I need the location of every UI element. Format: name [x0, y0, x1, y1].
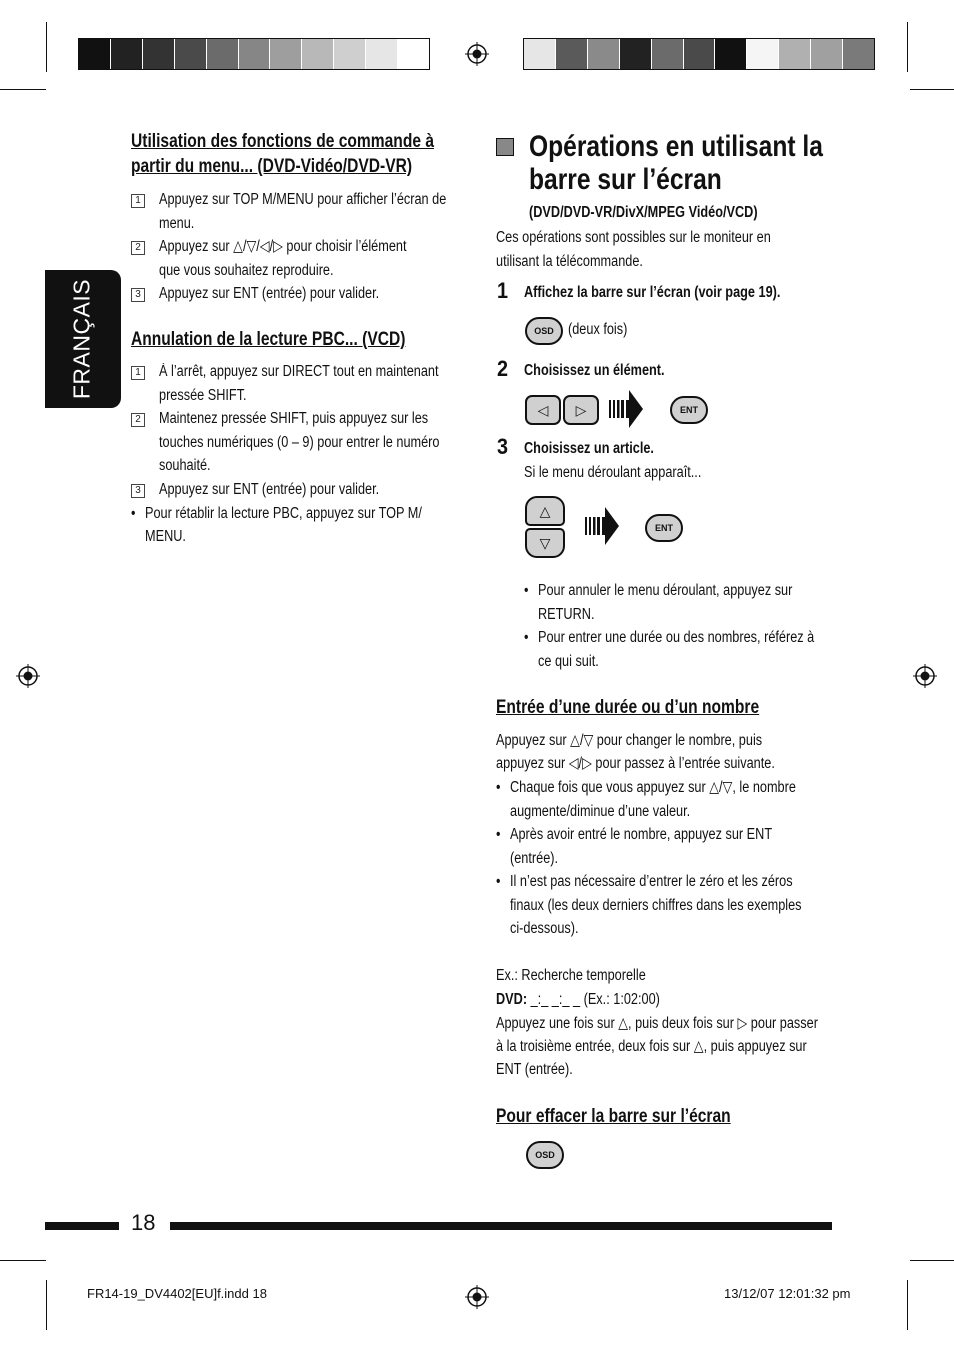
intro-line1: Ces opérations sont possibles sur le moniteur en	[496, 229, 771, 246]
color-swatch	[524, 39, 556, 69]
crop-mark	[910, 1260, 954, 1261]
up-arrow-key[interactable]: △	[525, 496, 565, 526]
crop-mark	[46, 1280, 47, 1330]
footer-date: 13/12/07 12:01:32 pm	[724, 1286, 851, 1301]
intro-line2: utilisant la télécommande.	[496, 253, 643, 270]
registration-mark-icon	[16, 664, 40, 688]
footer-rule-left	[45, 1222, 119, 1230]
step-text: Appuyez sur TOP M/MENU pour afficher l’écran de	[159, 191, 447, 208]
bullet-dot: •	[496, 873, 501, 890]
color-swatch	[239, 39, 271, 69]
footer-file: FR14-19_DV4402[EU]f.indd 18	[87, 1286, 267, 1301]
section-heading-menu-line2: partir du menu... (DVD-Vidéo/DVD-VR)	[131, 156, 413, 177]
color-swatch	[302, 39, 334, 69]
bullet-text: Pour entrer une durée ou des nombres, référez à	[538, 629, 815, 646]
color-bar-right	[523, 38, 875, 70]
left-arrow-key[interactable]: ◁	[525, 395, 561, 425]
step-text: Appuyez sur △/▽/◁/▷ pour choisir l’élément	[159, 238, 407, 255]
color-swatch	[366, 39, 398, 69]
step-number: 1	[497, 278, 509, 303]
entry-p2-line3: ENT (entrée).	[496, 1061, 573, 1078]
step-text: Appuyez sur ENT (entrée) pour valider.	[159, 480, 380, 498]
example-label: Ex.: Recherche temporelle	[496, 967, 646, 984]
registration-mark-icon	[465, 42, 489, 66]
section-heading-menu: Utilisation des fonctions de commande à	[131, 131, 435, 152]
crop-mark	[0, 89, 46, 90]
bullet-dot: •	[496, 779, 501, 796]
step-number-box: 2	[131, 241, 145, 255]
step-text: touches numériques (0 – 9) pour entrer le numéro	[159, 433, 440, 451]
color-bar-left	[78, 38, 430, 70]
color-swatch	[652, 39, 684, 69]
step3-text: Choisissez un article.	[524, 440, 654, 457]
color-swatch	[684, 39, 716, 69]
bullet-dot: •	[496, 826, 501, 843]
arrow-right-icon	[585, 507, 619, 545]
bullet-text: (entrée).	[510, 849, 559, 867]
right-arrow-key[interactable]: ▷	[563, 395, 599, 425]
step-number-box: 3	[131, 484, 145, 498]
page-subtitle: (DVD/DVD-VR/DivX/MPEG Vidéo/VCD)	[529, 204, 758, 221]
bullet-text: ce qui suit.	[538, 652, 599, 670]
step-text: À l’arrêt, appuyez sur DIRECT tout en maintenant	[159, 363, 439, 380]
color-swatch	[747, 39, 779, 69]
step-text: Appuyez sur ENT (entrée) pour valider.	[159, 285, 380, 302]
color-swatch	[143, 39, 175, 69]
crop-mark	[907, 22, 908, 72]
entry-p2-line1: Appuyez une fois sur △, puis deux fois sur ▷ pour passer	[496, 1015, 818, 1032]
ent-button[interactable]: ENT	[645, 514, 683, 542]
color-swatch	[779, 39, 811, 69]
entry-p2-line2: à la troisième entrée, deux fois sur △, puis appuyez sur	[496, 1038, 807, 1055]
title-square-icon	[496, 138, 514, 156]
step-text: souhaité.	[159, 457, 211, 474]
step1-text: Affichez la barre sur l’écran (voir page 19).	[524, 284, 781, 301]
step-text: pressée SHIFT.	[159, 386, 247, 404]
crop-mark	[907, 1280, 908, 1330]
bullet-dot: •	[524, 582, 529, 599]
page-title-line2: barre sur l’écran	[529, 163, 722, 196]
step-number: 3	[497, 434, 509, 459]
bullet-text: Il n’est pas nécessaire d’entrer le zéro et les zéros	[510, 873, 793, 890]
section-heading-pbc: Annulation de la lecture PBC... (VCD)	[131, 329, 406, 350]
arrow-right-icon	[609, 390, 643, 428]
step1-note: (deux fois)	[568, 321, 628, 338]
page-title: Opérations en utilisant la	[529, 130, 823, 163]
color-swatch	[398, 39, 429, 69]
step2-text: Choisissez un élément.	[524, 362, 665, 379]
page-number: 18	[131, 1210, 156, 1235]
entry-p1-line1: Appuyez sur △/▽ pour changer le nombre, puis	[496, 732, 763, 749]
color-swatch	[175, 39, 207, 69]
color-swatch	[715, 39, 747, 69]
section-heading-clear: Pour effacer la barre sur l’écran	[496, 1106, 731, 1127]
step-number-box: 2	[131, 413, 145, 427]
step3-subtext: Si le menu déroulant apparaît...	[524, 464, 702, 481]
language-tab-label: FRANÇAIS	[68, 278, 95, 400]
color-swatch	[207, 39, 239, 69]
osd-button[interactable]: OSD	[525, 317, 563, 345]
color-swatch	[588, 39, 620, 69]
registration-mark-icon	[913, 664, 937, 688]
color-swatch	[270, 39, 302, 69]
crop-mark	[46, 22, 47, 72]
bullet-text: ci-dessous).	[510, 920, 579, 937]
osd-button[interactable]: OSD	[526, 1141, 564, 1169]
bullet-dot: •	[131, 505, 136, 522]
color-swatch	[79, 39, 111, 69]
pbc-bullet-line1: Pour rétablir la lecture PBC, appuyez sur TOP M/	[145, 505, 422, 522]
registration-mark-icon	[465, 1285, 489, 1309]
step-text: menu.	[159, 214, 195, 232]
bullet-dot: •	[524, 629, 529, 646]
crop-mark	[910, 89, 954, 90]
color-swatch	[811, 39, 843, 69]
color-swatch	[843, 39, 874, 69]
pbc-bullet-line2: MENU.	[145, 528, 186, 545]
step-number: 2	[497, 356, 509, 381]
crop-mark	[0, 1260, 46, 1261]
step-number-box: 1	[131, 366, 145, 380]
bullet-text: finaux (les deux derniers chiffres dans les exemples	[510, 896, 802, 914]
bullet-text: Après avoir entré le nombre, appuyez sur ENT	[510, 826, 773, 843]
bullet-text: augmente/diminue d’une valeur.	[510, 802, 691, 820]
section-heading-entry: Entrée d’une durée ou d’un nombre	[496, 697, 760, 718]
color-swatch	[556, 39, 588, 69]
bullet-text: Chaque fois que vous appuyez sur △/▽, le nombre	[510, 779, 796, 796]
bullet-text: Pour annuler le menu déroulant, appuyez sur	[538, 582, 793, 599]
footer-rule-right	[170, 1222, 832, 1230]
step-text: Maintenez pressée SHIFT, puis appuyez sur les	[159, 410, 429, 427]
color-swatch	[111, 39, 143, 69]
step-number-box: 1	[131, 194, 145, 208]
entry-p1-line2: appuyez sur ◁/▷ pour passez à l’entrée suivante.	[496, 755, 775, 772]
step-text: que vous souhaitez reproduire.	[159, 261, 334, 279]
ent-button[interactable]: ENT	[670, 396, 708, 424]
step-number-box: 3	[131, 288, 145, 302]
color-swatch	[334, 39, 366, 69]
bullet-text: RETURN.	[538, 605, 595, 623]
color-swatch	[620, 39, 652, 69]
down-arrow-key[interactable]: ▽	[525, 528, 565, 558]
dvd-example: DVD: _:_ _:_ _ (Ex.: 1:02:00)	[496, 991, 660, 1008]
